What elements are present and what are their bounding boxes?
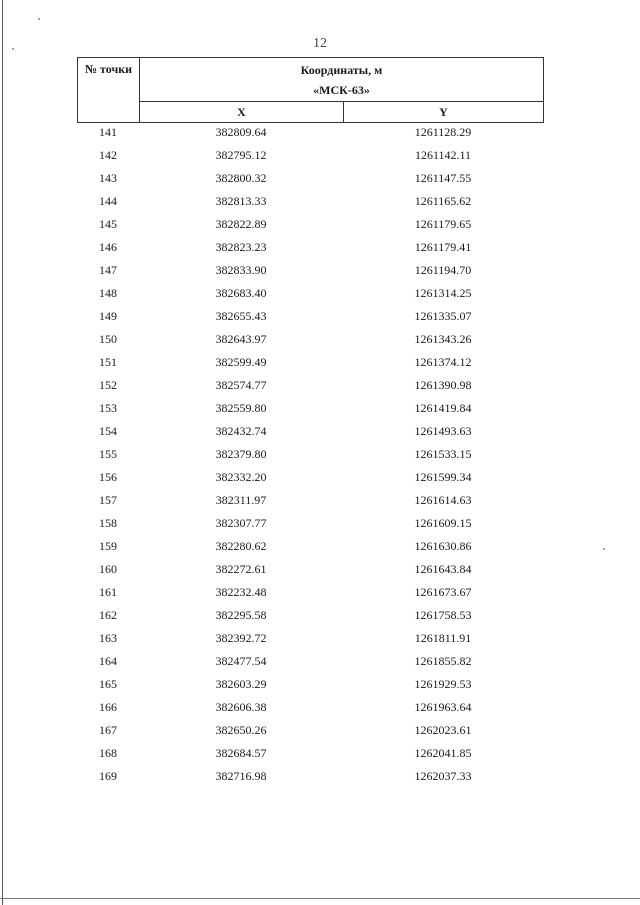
x-coordinate-cell: 382655.43: [215, 309, 267, 323]
table-row: [77, 213, 543, 236]
coordinates-header: [140, 58, 544, 102]
x-coordinate-cell: 382392.72: [215, 631, 267, 645]
table-row: [77, 236, 543, 259]
point-number-cell: 164: [99, 654, 117, 668]
point-number-cell: 149: [99, 309, 117, 323]
point-number-cell: 148: [99, 286, 117, 300]
point-number-cell: 154: [99, 424, 117, 438]
x-coordinate-cell: 382232.48: [215, 585, 267, 599]
point-number-cell: 158: [99, 516, 117, 530]
y-coordinate-cell: 1261314.25: [414, 286, 472, 300]
table-row: [77, 673, 543, 696]
y-coordinate-cell: 1261614.63: [414, 493, 472, 507]
point-number-cell: 150: [99, 332, 117, 346]
table-row: [77, 397, 543, 420]
page-number: 12: [313, 36, 327, 51]
y-coordinate-cell: 1261630.86: [414, 539, 472, 553]
y-coordinate-cell: 1262037.33: [414, 769, 472, 783]
scan-speck: [38, 18, 40, 20]
scan-edge-bottom: [0, 898, 640, 899]
x-coordinate-cell: 382574.77: [215, 378, 267, 392]
x-coordinate-cell: 382716.98: [215, 769, 267, 783]
point-number-cell: 147: [99, 263, 117, 277]
table-row: [77, 765, 543, 788]
point-number-cell: 160: [99, 562, 117, 576]
scan-edge-left: [2, 0, 3, 905]
point-number-cell: 145: [99, 217, 117, 231]
x-coordinate-cell: 382599.49: [215, 355, 267, 369]
y-coordinate-cell: 1261963.64: [414, 700, 472, 714]
y-coordinate-cell: 1261165.62: [414, 194, 472, 208]
x-coordinate-cell: 382432.74: [215, 424, 267, 438]
x-coordinate-cell: 382684.57: [215, 746, 267, 760]
coordinates-label: Координаты, м: [300, 62, 383, 77]
y-coordinate-cell: 1261929.53: [414, 677, 472, 691]
table-row: [77, 443, 543, 466]
y-coordinate-cell: 1261419.84: [414, 401, 472, 415]
table-row: [77, 305, 543, 328]
x-coordinate-cell: 382559.80: [215, 401, 267, 415]
y-coordinate-cell: 1261179.41: [414, 240, 472, 254]
point-number-cell: 163: [99, 631, 117, 645]
y-coordinate-cell: 1261599.34: [414, 470, 472, 484]
x-coordinate-cell: 382650.26: [215, 723, 267, 737]
x-coordinate-cell: 382307.77: [215, 516, 267, 530]
table-row: [77, 696, 543, 719]
point-number-cell: 142: [99, 148, 117, 162]
x-coordinate-cell: 382822.89: [215, 217, 267, 231]
x-coordinate-cell: 382795.12: [215, 148, 267, 162]
y-coordinate-cell: 1261673.67: [414, 585, 472, 599]
x-coordinate-cell: 382800.32: [215, 171, 267, 185]
x-coordinate-cell: 382823.23: [215, 240, 267, 254]
x-coordinate-cell: 382603.29: [215, 677, 267, 691]
table-row: [77, 512, 543, 535]
x-coordinate-cell: 382477.54: [215, 654, 267, 668]
table-row: [77, 466, 543, 489]
table-row: [77, 489, 543, 512]
y-coordinate-cell: 1261343.26: [414, 332, 472, 346]
table-row: [77, 144, 543, 167]
y-coordinate-cell: 1261609.15: [414, 516, 472, 530]
point-number-cell: 143: [99, 171, 117, 185]
table-row: [77, 719, 543, 742]
x-coordinate-cell: 382272.61: [215, 562, 267, 576]
table-row: [77, 259, 543, 282]
table-row: [77, 121, 543, 144]
y-coordinate-cell: 1262041.85: [414, 746, 472, 760]
x-coordinate-cell: 382295.58: [215, 608, 267, 622]
table-row: [77, 190, 543, 213]
scan-speck: [603, 548, 605, 550]
x-coordinate-cell: 382379.80: [215, 447, 267, 461]
y-coordinate-cell: 1261390.98: [414, 378, 472, 392]
x-coordinate-cell: 382683.40: [215, 286, 267, 300]
y-coordinate-cell: 1261147.55: [414, 171, 472, 185]
coordinates-table-body: [77, 121, 543, 788]
point-number-cell: 144: [99, 194, 117, 208]
y-coordinate-cell: 1261533.15: [414, 447, 472, 461]
y-coordinate-cell: 1261194.70: [414, 263, 472, 277]
y-coordinate-cell: 1261128.29: [414, 125, 472, 139]
point-number-cell: 169: [99, 769, 117, 783]
y-coordinate-cell: 1261758.53: [414, 608, 472, 622]
point-number-cell: 155: [99, 447, 117, 461]
point-number-cell: 141: [99, 125, 117, 139]
point-number-cell: 156: [99, 470, 117, 484]
coordinates-table-header: [77, 57, 544, 123]
point-number-cell: 152: [99, 378, 117, 392]
point-number-cell: 146: [99, 240, 117, 254]
y-coordinate-cell: 1261335.07: [414, 309, 472, 323]
y-coordinate-cell: 1261493.63: [414, 424, 472, 438]
x-coordinate-cell: 382643.97: [215, 332, 267, 346]
table-row: [77, 650, 543, 673]
point-number-cell: 159: [99, 539, 117, 553]
y-coordinate-cell: 1262023.61: [414, 723, 472, 737]
table-row: [77, 535, 543, 558]
y-column-header: Y: [344, 102, 544, 123]
point-number-cell: 151: [99, 355, 117, 369]
point-number-cell: 157: [99, 493, 117, 507]
point-number-cell: 168: [99, 746, 117, 760]
table-row: [77, 581, 543, 604]
table-row: [77, 351, 543, 374]
point-number-cell: 166: [99, 700, 117, 714]
point-number-cell: 161: [99, 585, 117, 599]
point-number-cell: 167: [99, 723, 117, 737]
x-coordinate-cell: 382280.62: [215, 539, 267, 553]
table-row: [77, 558, 543, 581]
x-coordinate-cell: 382332.20: [215, 470, 267, 484]
y-coordinate-cell: 1261811.91: [414, 631, 472, 645]
y-coordinate-cell: 1261179.65: [414, 217, 472, 231]
y-coordinate-cell: 1261643.84: [414, 562, 472, 576]
point-number-cell: 165: [99, 677, 117, 691]
table-row: [77, 627, 543, 650]
table-row: [77, 328, 543, 351]
x-coordinate-cell: 382833.90: [215, 263, 267, 277]
table-row: [77, 742, 543, 765]
table-row: [77, 374, 543, 397]
x-coordinate-cell: 382311.97: [215, 493, 267, 507]
point-number-cell: 162: [99, 608, 117, 622]
y-coordinate-cell: 1261142.11: [414, 148, 472, 162]
table-row: [77, 282, 543, 305]
x-coordinate-cell: 382809.64: [215, 125, 267, 139]
x-coordinate-cell: 382606.38: [215, 700, 267, 714]
y-coordinate-cell: 1261855.82: [414, 654, 472, 668]
point-number-cell: 153: [99, 401, 117, 415]
y-coordinate-cell: 1261374.12: [414, 355, 472, 369]
table-row: [77, 167, 543, 190]
point-number-header: № точки: [78, 58, 140, 123]
x-column-header: X: [140, 102, 344, 123]
x-coordinate-cell: 382813.33: [215, 194, 267, 208]
coordinate-system-label: «МСК-63»: [313, 82, 370, 97]
table-row: [77, 604, 543, 627]
table-row: [77, 420, 543, 443]
